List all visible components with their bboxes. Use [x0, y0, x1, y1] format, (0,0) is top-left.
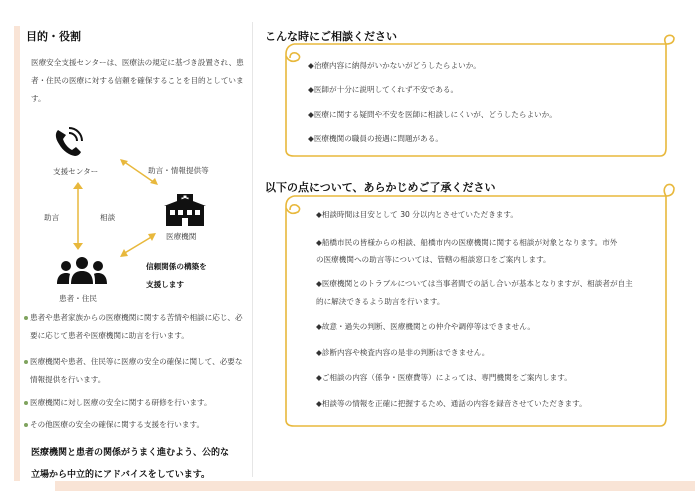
hospital-icon [160, 188, 210, 228]
left-decor-bar [14, 26, 20, 481]
column-divider [252, 22, 253, 477]
consult-item: ◆治療内容に納得がいかないがどうしたらよいか。 [308, 61, 481, 70]
role-bullet: 患者や患者家族からの医療機関に関する苦情や相談に応じ、必要に応じて患者や医療機関に助言を行います。 [30, 309, 248, 345]
consult-item: ◆医療機関の職員の接遇に問題がある。 [308, 134, 443, 143]
consult-label: 相談 [100, 213, 116, 222]
notice-scroll [280, 180, 680, 428]
phone-icon [52, 124, 86, 160]
role-bullet: その他医療の安全の確保に関する支援を行います。 [30, 416, 248, 434]
advice-info-label: 助言・情報提供等 [148, 166, 209, 175]
relationship-diagram [26, 120, 248, 310]
left-footer: 医療機関と患者の関係がうまく進むよう、公的な 立場から中立的にアドバイスをしています。 [31, 448, 230, 480]
purpose-intro: 医療安全支援センターは、医療法の規定に基づき設置され、患者・住民の医療に対する信頼を確保することを目的としています。 [31, 58, 244, 103]
consult-item: ◆医師が十分に説明してくれず不安である。 [308, 85, 459, 94]
notice-item: ◆診断内容や検査内容の是非の判断はできません。 [316, 348, 490, 357]
role-bullet: 医療機関に対し医療の安全に関する研修を行います。 [30, 394, 248, 412]
trust-label-2: 支援します [146, 280, 184, 289]
notice-item: ◆ご相談の内容（係争・医療費等）によっては、専門機関をご案内します。 [316, 373, 572, 382]
consult-scroll [280, 32, 680, 160]
notice-item-cont: 的に解決できるよう助言を行います。 [316, 297, 445, 306]
people-label: 患者・住民 [59, 294, 97, 303]
double-arrow-lower [119, 232, 157, 258]
double-arrow-vertical [72, 182, 84, 250]
notice-item: ◆医療機関とのトラブルについては当事者間での話し合いが基本となりますが、相談者が自主 [316, 279, 633, 288]
consult-heading: こんな時にご相談ください [265, 30, 397, 43]
support-center-label: 支援センター [53, 167, 99, 176]
role-bullet: 医療機関や患者、住民等に医療の安全の確保に関して、必要な情報提供を行います。 [30, 353, 248, 389]
notice-item: ◆船橋市民の皆様からの相談、船橋市内の医療機関に関する相談が対象となります。市外 [316, 238, 618, 247]
trust-label-1: 信頼関係の構築を [146, 262, 207, 271]
notice-item: ◆故意・過失の判断、医療機関との仲介や調停等はできません。 [316, 322, 535, 331]
notice-heading: 以下の点について、あらかじめご了承ください [265, 181, 496, 194]
notice-item-cont: の医療機関への助言等については、管轄の相談窓口をご案内します。 [316, 255, 551, 264]
notice-item: ◆相談等の情報を正確に把握するため、通話の内容を録音させていただきます。 [316, 399, 587, 408]
purpose-heading: 目的・役割 [26, 30, 81, 43]
notice-item: ◆相談時間は目安として 30 分以内とさせていただきます。 [316, 210, 518, 219]
advice-label: 助言 [44, 213, 60, 222]
hospital-label: 医療機関 [166, 232, 197, 241]
people-icon [56, 256, 108, 286]
consult-item: ◆医療に関する疑問や不安を医師に相談しにくいが、どうしたらよいか。 [308, 110, 557, 119]
